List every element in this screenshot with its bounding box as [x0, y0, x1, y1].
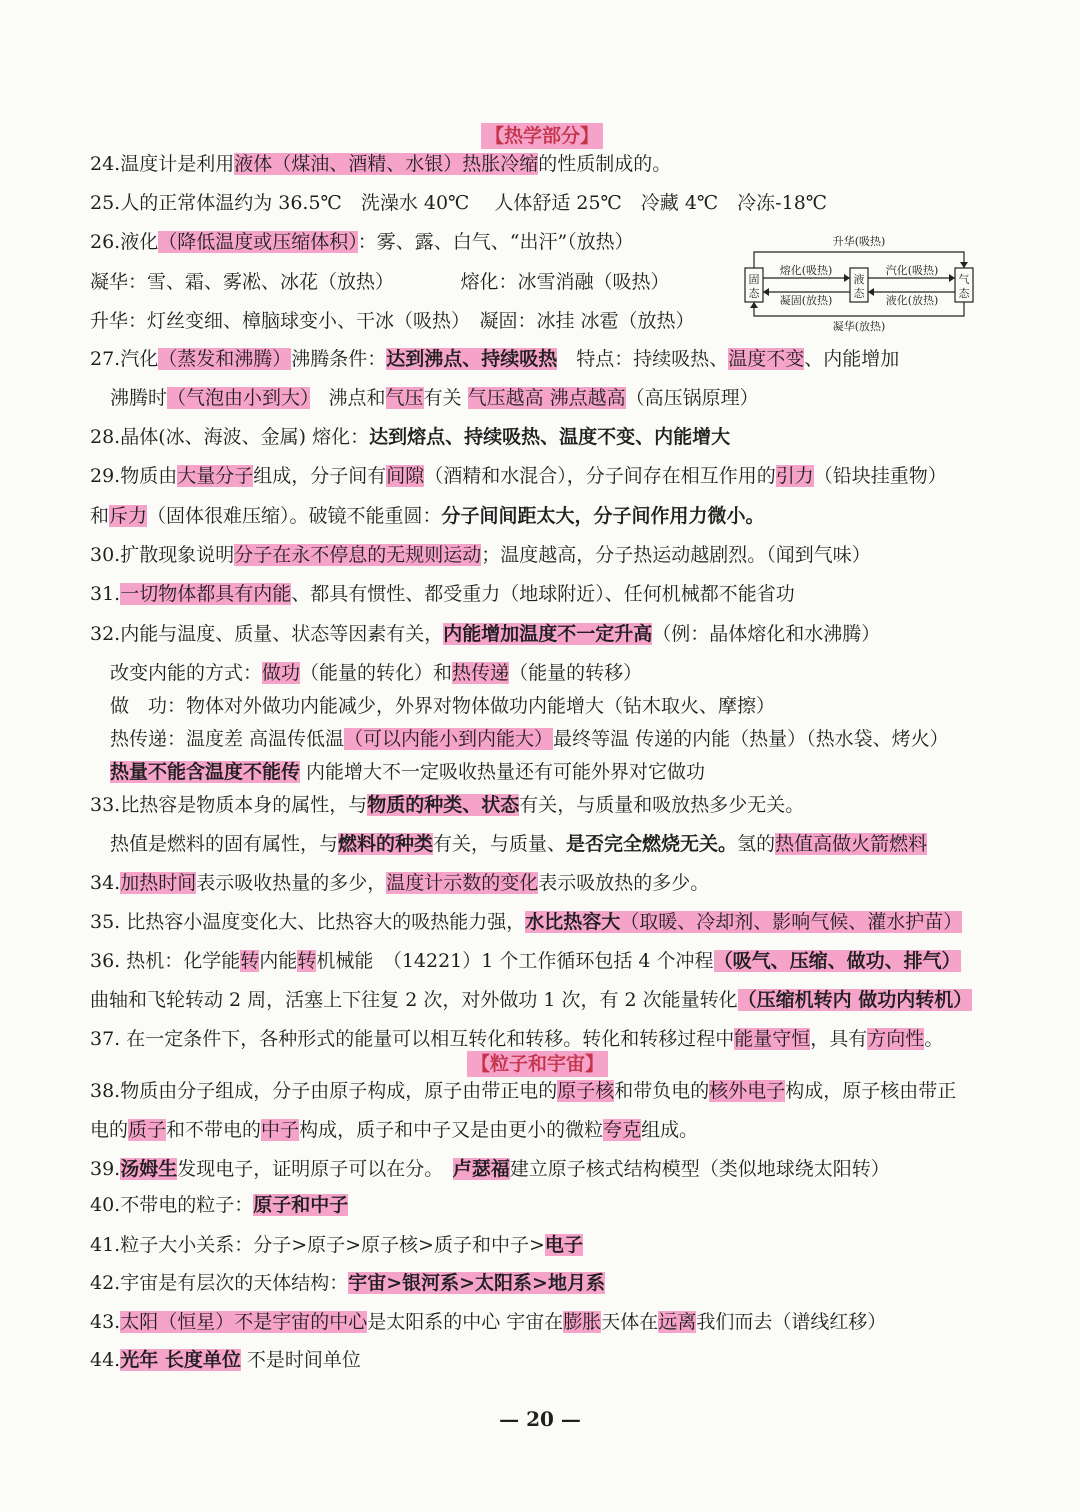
note-text: 构成，原子核由带正	[785, 1080, 957, 1102]
note-line	[90, 1271, 605, 1295]
note-line	[90, 191, 827, 215]
note-text: 分子间间距太大，分子间作用力微小。	[441, 505, 765, 527]
note-line	[90, 270, 670, 294]
highlighted-text: 物质的种类、状态	[367, 794, 520, 816]
diagram-liquefy-label: 液化(放热)	[885, 294, 939, 307]
note-text: 构成，质子和中子又是由更小的微粒	[299, 1119, 604, 1141]
note-text: ，具有	[810, 1028, 868, 1050]
highlighted-text: 光年 长度单位	[120, 1349, 241, 1371]
note-text: 42.宇宙是有层次的天体结构：	[90, 1272, 349, 1294]
highlighted-text: 热胀冷缩	[462, 153, 539, 175]
note-line	[90, 1027, 943, 1051]
highlighted-text: 卢瑟福	[452, 1158, 510, 1180]
note-text: 有关	[423, 387, 468, 409]
note-text: 有关，与质量、	[433, 833, 567, 855]
highlighted-text: 中子	[261, 1119, 300, 1141]
note-text: 24.温度计是利用	[90, 153, 235, 175]
highlighted-text: 加热时间	[120, 872, 197, 894]
highlighted-text: 燃料的种类	[338, 833, 434, 855]
note-text: 是太阳系的中心 宇宙在	[367, 1311, 564, 1333]
note-text: 最终等温 传递的内能（热量）（热水袋、烤火）	[553, 728, 949, 750]
note-text: 氢的	[737, 833, 776, 855]
note-line	[90, 309, 695, 333]
note-text: （高压锅原理）	[625, 387, 759, 409]
note-line	[90, 622, 880, 646]
note-text: 我们而去（谱线红移）	[696, 1311, 887, 1333]
note-text: 是否完全燃烧无关。	[566, 833, 738, 855]
highlighted-text: 液体（煤油、酒精、水银）	[234, 153, 463, 175]
note-text: 25.人的正常体温约为 36.5℃ 洗澡水 40℃ 人体舒适 25℃ 冷藏 4℃ 冷冻-18℃	[90, 192, 828, 214]
note-text: 30.扩散现象说明	[90, 544, 235, 566]
note-line	[90, 543, 871, 567]
diagram-solid-2: 态	[748, 287, 760, 300]
highlighted-text: 内能增加温度不一定升高	[443, 623, 653, 645]
note-text: 做 功：物体对外做功内能减少，外界对物体做功内能增大（钻木取火、摩擦）	[110, 695, 776, 717]
note-text: 天体在	[601, 1311, 659, 1333]
diagram-sublimation-label: 升华(吸热)	[832, 235, 886, 248]
highlighted-text: 一切物体都具有内能	[120, 583, 292, 605]
note-text: 37. 在一定条件下，各种形式的能量可以相互转化和转移。转化和转移过程中	[90, 1028, 735, 1050]
note-text: 26.液化	[90, 231, 159, 253]
note-line	[110, 661, 642, 685]
highlighted-text: 热传递	[452, 662, 510, 684]
highlighted-text: 引力	[775, 465, 814, 487]
note-line	[90, 1079, 956, 1103]
note-text: （能量的转化）和	[300, 662, 453, 684]
highlighted-text: 方向性	[867, 1028, 925, 1050]
note-text: 39.	[90, 1158, 121, 1180]
diagram-melting-label: 熔化(吸热)	[779, 264, 833, 277]
highlighted-text: 间隙	[386, 465, 425, 487]
highlighted-text: 分子在永不停息的无规则运动	[234, 544, 482, 566]
highlighted-text: 太阳（恒星）不是宇宙的中心	[120, 1311, 368, 1333]
note-text: 改变内能的方式：	[110, 662, 263, 684]
note-text: 31.	[90, 583, 121, 605]
section-title-particle: 【粒子和宇宙】	[467, 1051, 608, 1077]
highlighted-text: 原子核	[557, 1080, 615, 1102]
note-text: 和	[90, 505, 110, 527]
highlighted-text: 远离	[658, 1311, 697, 1333]
highlighted-text: 做功	[262, 662, 301, 684]
highlighted-text: 转	[240, 950, 260, 972]
note-text: ：雾、露、白气、“出汗”（放热）	[357, 231, 634, 253]
diagram-solidify-label: 凝固(放热)	[779, 294, 833, 307]
highlighted-text: 热量不能含温度不能传	[110, 761, 301, 783]
note-text: 34.	[90, 872, 121, 894]
highlighted-text: （蒸发和沸腾）	[158, 348, 292, 370]
note-text: 内能增大不一定吸收热量还有可能外界对它做功	[300, 761, 706, 783]
highlighted-text: 斥力	[109, 505, 148, 527]
diagram-gas-1: 气	[958, 273, 970, 286]
note-line	[90, 425, 730, 449]
section-title-thermal: 【热学部分】	[481, 123, 603, 149]
note-text: （固体很难压缩）。破镜不能重圆：	[147, 505, 442, 527]
note-text: 热值是燃料的固有属性，与	[110, 833, 339, 855]
note-line	[90, 152, 671, 176]
note-text: 43.	[90, 1311, 121, 1333]
note-text: 达到熔点、持续吸热、温度不变、内能增大	[369, 426, 731, 448]
note-text: 内能	[259, 950, 298, 972]
note-text: 有关，与质量和吸放热多少无关。	[519, 794, 805, 816]
highlighted-text: 汤姆生	[120, 1158, 178, 1180]
highlighted-text: 气压越高 沸点越高	[467, 387, 626, 409]
note-text: 电的	[90, 1119, 129, 1141]
diagram-solid-1: 固	[748, 273, 760, 286]
note-text: 44.	[90, 1349, 121, 1371]
highlighted-text: 转	[297, 950, 317, 972]
note-text: 发现电子，证明原子可以在分。	[177, 1158, 453, 1180]
highlighted-text: 热值高	[775, 833, 833, 855]
note-text: 38.物质由分子组成，分子由原子构成，原子由带正电的	[90, 1080, 558, 1102]
highlighted-text: （压缩机转内 做功内转机）	[737, 989, 973, 1011]
note-text: 28.晶体(冰、海波、金属) 熔化：	[90, 426, 370, 448]
note-text: 32.内能与温度、质量、状态等因素有关，	[90, 623, 444, 645]
highlighted-text: 达到沸点、持续吸热	[386, 348, 558, 370]
note-text: 升华：灯丝变细、樟脑球变小、干冰（吸热） 凝固：冰挂 冰雹（放热）	[90, 310, 695, 332]
highlighted-text: （吸气、压缩、做功、排气）	[713, 950, 961, 972]
note-text: 的性质制成的。	[538, 153, 672, 175]
note-text: 沸点和	[309, 387, 386, 409]
highlighted-text: 气压	[385, 387, 424, 409]
note-text: 特点：持续吸热、	[557, 348, 729, 370]
note-text: 40.不带电的粒子：	[90, 1194, 254, 1216]
highlighted-text: 大量分子	[177, 465, 254, 487]
note-line	[90, 504, 765, 528]
note-line	[90, 1233, 583, 1257]
note-text: （例：晶体熔化和水沸腾）	[652, 623, 881, 645]
highlighted-text: 温度不变	[728, 348, 805, 370]
note-text: 热传递：温度差 高温传低温	[110, 728, 345, 750]
note-text: 凝华：雪、霜、雾凇、冰花（放热） 熔化：冰雪消融（吸热）	[90, 271, 670, 293]
note-line	[90, 230, 634, 254]
note-text: （铅块挂重物）	[813, 465, 947, 487]
highlighted-text: 温度计示数的变化	[386, 872, 539, 894]
note-line	[90, 464, 947, 488]
diagram-vaporize-label: 汽化(吸热)	[885, 264, 939, 277]
note-line	[90, 1193, 348, 1217]
highlighted-text: （气泡由小到大）	[167, 387, 310, 409]
note-line	[90, 1118, 698, 1142]
highlighted-text: （可以内能小到内能大）	[344, 728, 554, 750]
highlighted-text: （降低温度或压缩体积）	[158, 231, 358, 253]
note-line	[90, 793, 804, 817]
page-number: — 20 —	[499, 1407, 581, 1431]
highlighted-text: 电子	[544, 1234, 583, 1256]
note-line	[110, 832, 927, 856]
note-line	[90, 582, 795, 606]
note-text: 不是时间单位	[240, 1349, 361, 1371]
note-text: 机械能 （14221）1 个工作循环包括 4 个冲程	[316, 950, 714, 972]
diagram-liquid-1: 液	[853, 273, 865, 286]
highlighted-text: 质子	[128, 1119, 167, 1141]
note-text: 29.物质由	[90, 465, 178, 487]
note-text: 沸腾条件：	[291, 348, 387, 370]
note-text: ；温度越高，分子热运动越剧烈。（闻到气味）	[481, 544, 871, 566]
note-text: 和带负电的	[614, 1080, 710, 1102]
note-line	[110, 694, 775, 718]
note-text: 曲轴和飞轮转动 2 周，活塞上下往复 2 次，对外做功 1 次，有 2 次能量转化	[90, 989, 738, 1011]
note-line	[90, 1310, 886, 1334]
note-text: 建立原子核式结构模型（类似地球绕太阳转）	[509, 1158, 890, 1180]
note-text: 35. 比热容小温度变化大、比热容大的吸热能力强，	[90, 911, 526, 933]
highlighted-text: （取暖、冷却剂、影响气候、灌水护苗）	[620, 911, 963, 933]
note-text: 表示吸收热量的多少，	[196, 872, 387, 894]
note-line	[90, 347, 899, 371]
note-line	[90, 988, 972, 1012]
note-text: 27.汽化	[90, 348, 159, 370]
diagram-deposition-label: 凝华(放热)	[832, 320, 886, 333]
note-text: 33.比热容是物质本身的属性，与	[90, 794, 368, 816]
highlighted-text: 核外电子	[709, 1080, 786, 1102]
note-text: （能量的转移）	[509, 662, 643, 684]
note-text: 表示吸放热的多少。	[538, 872, 710, 894]
note-line	[110, 386, 759, 410]
note-text: 、内能增加	[804, 348, 900, 370]
note-line	[110, 760, 705, 784]
diagram-liquid-2: 态	[853, 287, 865, 300]
note-line	[90, 1348, 361, 1372]
highlighted-text: 做火箭燃料	[832, 833, 928, 855]
highlighted-text: 能量守恒	[734, 1028, 811, 1050]
note-line	[90, 910, 962, 934]
highlighted-text: 膨胀	[563, 1311, 602, 1333]
highlighted-text: 水比热容大	[525, 911, 621, 933]
highlighted-text: 宇宙>银河系>太阳系>地月系	[348, 1272, 605, 1294]
highlighted-text: 夸克	[603, 1119, 642, 1141]
note-text: 36. 热机：化学能	[90, 950, 241, 972]
note-text: 、都具有惯性、都受重力（地球附近）、任何机械都不能省功	[291, 583, 795, 605]
note-text: （酒精和水混合），分子间存在相互作用的	[424, 465, 776, 487]
note-line	[90, 1157, 890, 1181]
highlighted-text: 原子和中子	[253, 1194, 349, 1216]
note-text: 沸腾时	[110, 387, 168, 409]
note-line	[90, 871, 709, 895]
note-text: 组成，分子间有	[253, 465, 387, 487]
note-line	[110, 727, 949, 751]
diagram-gas-2: 态	[958, 287, 970, 300]
note-line	[90, 949, 961, 973]
note-text: 组成。	[641, 1119, 699, 1141]
note-text: 41.粒子大小关系：分子>原子>原子核>质子和中子>	[90, 1234, 545, 1256]
state-change-diagram	[742, 234, 976, 334]
note-text: 。	[924, 1028, 944, 1050]
note-text: 和不带电的	[166, 1119, 262, 1141]
